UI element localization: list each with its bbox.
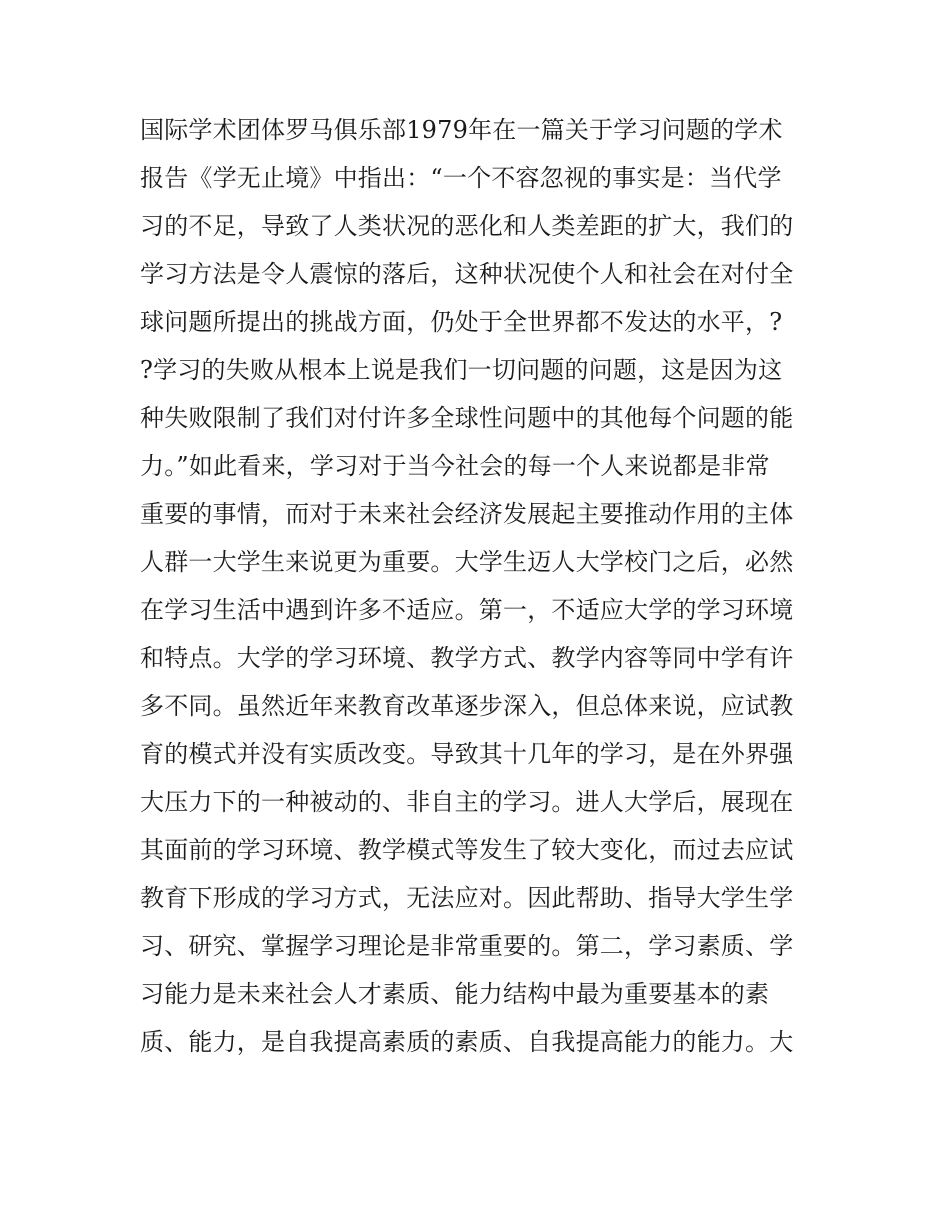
text-line: 力。”如此看来，学习对于当今社会的每一个人来说都是非常	[140, 452, 770, 480]
text-line: 国际学术团体罗马俱乐部1979年在一篇关于学习问题的学术	[140, 116, 783, 144]
text-line: 育的模式并没有实质改变。导致其十几年的学习，是在外界强	[140, 740, 794, 768]
text-line: 习、研究、掌握学习理论是非常重要的。第二，学习素质、学	[140, 932, 794, 960]
body-paragraph	[140, 106, 820, 1066]
text-line: 习的不足，导致了人类状况的恶化和人类差距的扩大，我们的	[140, 212, 794, 240]
text-line: 多不同。虽然近年来教育改革逐步深入，但总体来说，应试教	[140, 692, 794, 720]
text-line: ?学习的失败从根本上说是我们一切问题的问题，这是因为这	[140, 356, 783, 384]
text-line: 习能力是未来社会人才素质、能力结构中最为重要基本的素	[140, 980, 770, 1008]
text-line: 和特点。大学的学习环境、教学方式、教学内容等同中学有许	[140, 644, 794, 672]
text-line: 在学习生活中遇到许多不适应。第一，不适应大学的学习环境	[140, 596, 794, 624]
text-line: 其面前的学习环境、教学模式等发生了较大变化，而过去应试	[140, 836, 794, 864]
text-line: 种失败限制了我们对付许多全球性问题中的其他每个问题的能	[140, 404, 794, 432]
text-line: 学习方法是令人震惊的落后，这种状况使个人和社会在对付全	[140, 260, 794, 288]
text-line: 质、能力，是自我提高素质的素质、自我提高能力的能力。大	[140, 1028, 794, 1056]
text-line: 大压力下的一种被动的、非自主的学习。进人大学后，展现在	[140, 788, 794, 816]
text-line: 教育下形成的学习方式，无法应对。因此帮助、指导大学生学	[140, 884, 794, 912]
text-line: 人群一大学生来说更为重要。大学生迈人大学校门之后，必然	[140, 548, 794, 576]
text-line: 球问题所提出的挑战方面，仍处于全世界都不发达的水平，?	[140, 308, 783, 336]
text-line: 重要的事情，而对于未来社会经济发展起主要推动作用的主体	[140, 500, 794, 528]
text-line: 报告《学无止境》中指出：“一个不容忽视的事实是：当代学	[140, 164, 782, 192]
